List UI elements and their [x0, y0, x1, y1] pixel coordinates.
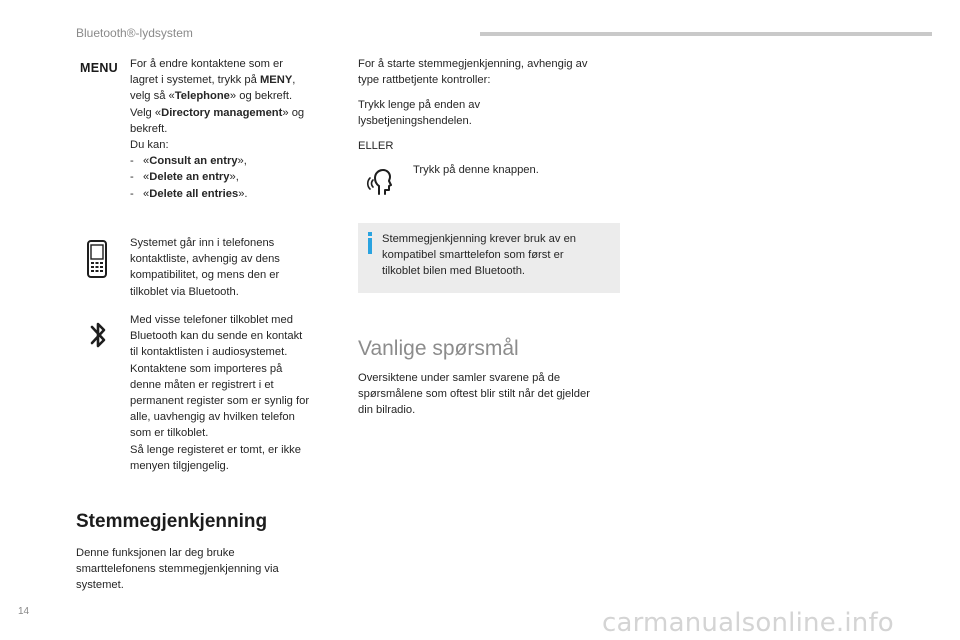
text-line: kompatibilitet, og mens den er [130, 269, 280, 282]
text-line: Denne funksjonen lar deg bruke [76, 547, 235, 559]
button-instruction: Trykk på denne knappen. [413, 164, 539, 176]
running-header: Bluetooth®-lydsystem [76, 26, 193, 40]
info-note-text [382, 231, 612, 280]
text-line: For å starte stemmegjenkjenning, avhengig av [358, 58, 588, 70]
section-heading-faq: Vanlige spørsmål [358, 337, 519, 360]
text-line: menyen tilgjengelig. [130, 459, 229, 472]
text-line: bekreft. [130, 122, 168, 135]
header-rule [480, 32, 932, 36]
text-line: tilkoblet via Bluetooth. [130, 285, 239, 298]
text-line: Oversiktene under samler svarene på de [358, 372, 561, 384]
text-line: som er tilkoblet. [130, 427, 209, 440]
text-line: systemet. [76, 579, 124, 592]
menu-button-icon: MENU [80, 61, 119, 75]
text-line: velg så «Telephone» og bekreft. [130, 90, 293, 103]
section-heading-voice: Stemmegjenkjenning [76, 511, 268, 532]
bluetooth-paragraph [130, 312, 345, 474]
voice-paragraph [76, 545, 326, 594]
option-item: - «Delete all entries». [130, 187, 248, 200]
text-line: Systemet går inn i telefonens [130, 237, 275, 249]
text-line: lagret i systemet, trykk på MENY, [130, 74, 296, 87]
bluetooth-icon [89, 318, 107, 357]
faq-paragraph [358, 370, 628, 419]
stalk-paragraph [358, 97, 628, 129]
page-number: 14 [18, 606, 30, 617]
text-line: alle, uavhengig av hvilken telefon [130, 411, 295, 424]
watermark: carmanualsonline.info [602, 608, 894, 638]
text-line: For å endre kontaktene som er [130, 58, 283, 70]
text-line: Så lenge registeret er tomt, er ikke [130, 443, 301, 456]
text-line: permanent register som er synlig for [130, 395, 310, 408]
voice-start-paragraph [358, 56, 628, 88]
text-line: Trykk lenge på enden av [358, 99, 481, 111]
phone-icon [86, 240, 108, 283]
or-label: ELLER [358, 140, 394, 152]
text-line: kompatibel smarttelefon som først er [382, 249, 564, 262]
text-line: Velg «Directory management» og [130, 106, 305, 119]
info-icon [366, 232, 374, 259]
phone-paragraph [130, 235, 345, 300]
text-line: Du kan: [130, 139, 169, 152]
menu-instructions [130, 56, 345, 202]
text-line: denne måten er registrert i et [130, 378, 274, 391]
text-line: tilkoblet bilen med Bluetooth. [382, 265, 526, 278]
text-line: Stemmegjenkjenning krever bruk av en [382, 233, 577, 245]
text-line: smarttelefonens stemmegjenkjenning via [76, 563, 279, 576]
text-line: spørsmålene som oftest blir stilt når det gjelder [358, 388, 590, 401]
option-item: - «Delete an entry», [130, 171, 239, 184]
option-item: - «Consult an entry», [130, 155, 247, 168]
text-line: din bilradio. [358, 404, 416, 417]
text-line: lysbetjeningshendelen. [358, 115, 472, 128]
voice-command-icon [366, 166, 398, 203]
text-line: Med visse telefoner tilkoblet med [130, 314, 293, 326]
text-line: type rattbetjente kontroller: [358, 74, 491, 87]
text-line: til kontaktlisten i audiosystemet. [130, 346, 288, 359]
text-line: kontaktliste, avhengig av dens [130, 253, 280, 266]
text-line: Kontaktene som importeres på [130, 362, 283, 375]
text-line: Bluetooth kan du sende en kontakt [130, 330, 303, 343]
